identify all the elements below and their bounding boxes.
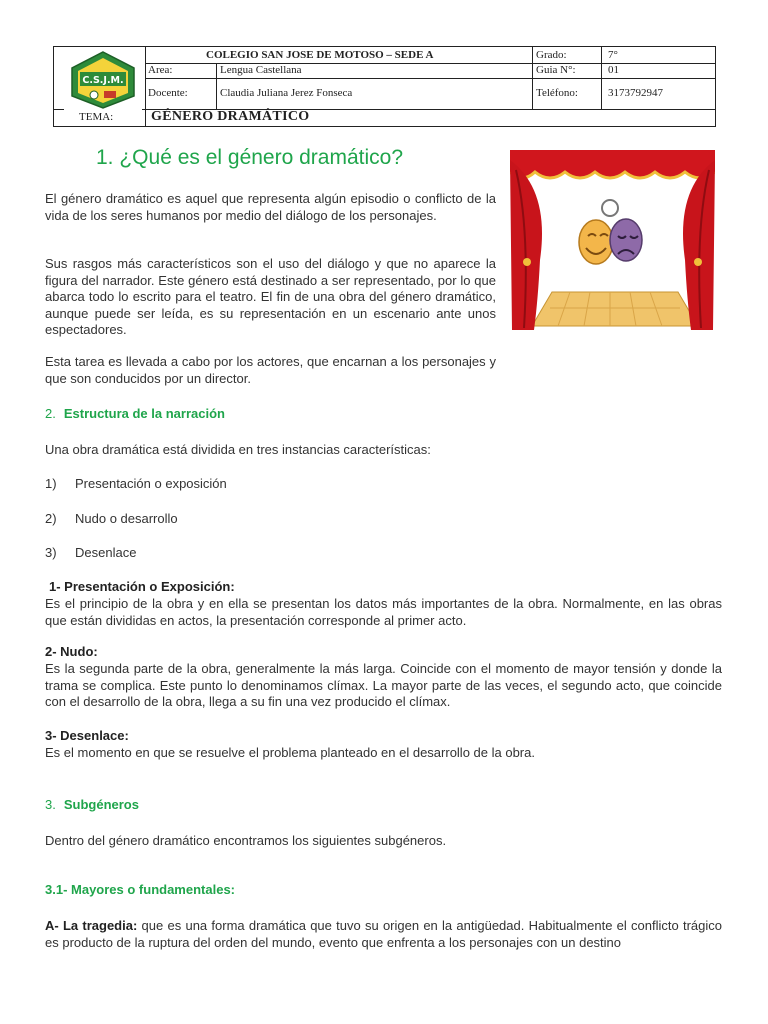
- school-crest-icon: [64, 50, 142, 110]
- section-title-text: Estructura de la narración: [63, 406, 225, 421]
- paragraph: Es el principio de la obra y en ella se presentan los datos más importantes de la obra. Normalmente, en las obras que están divididas en actos, la presentación corresponde al primer acto.: [45, 596, 722, 628]
- list-item: [45, 511, 178, 526]
- paragraph: Esta tarea es llevada a cabo por los actores, que encarnan a los personajes y que son conducidos por un director.: [45, 354, 496, 386]
- grado-value: 7°: [608, 49, 618, 61]
- guia-label: Guia N°:: [536, 64, 576, 76]
- section-2-intro: Una obra dramática está dividida en tres instancias características:: [45, 442, 431, 457]
- tema-value: GÉNERO DRAMÁTICO: [151, 109, 310, 124]
- section-3-title: [45, 797, 139, 812]
- section-number: 2.: [45, 406, 56, 421]
- section-number: 3.: [45, 797, 56, 812]
- nudo-title: 2- Nudo:: [45, 644, 98, 659]
- tema-label: TEMA:: [79, 111, 114, 123]
- area-value: Lengua Castellana: [220, 64, 302, 76]
- list-text: Nudo o desarrollo: [75, 511, 178, 526]
- section-1-title: 1. ¿Qué es el género dramático?: [96, 146, 404, 169]
- paragraph: Es el momento en que se resuelve el problema planteado en el desarrollo de la obra.: [45, 745, 535, 760]
- divider: [216, 63, 217, 109]
- paragraph: [45, 918, 722, 951]
- divider: [145, 78, 715, 79]
- section-title-text: Subgéneros: [63, 797, 139, 812]
- desenlace-title: 3- Desenlace:: [45, 728, 129, 743]
- list-number: 2): [45, 511, 57, 526]
- section-3-intro: Dentro del género dramático encontramos los siguientes subgéneros.: [45, 833, 447, 848]
- section-2-title: [45, 406, 225, 421]
- tragedia-text: que es una forma dramática que tuvo su origen en la antigüedad. Habitualmente el conflicto trágico es producto de la ruptura del orden del mundo, evento que enfrenta a los personajes con un destino: [45, 918, 722, 950]
- list-text: Presentación o exposición: [75, 476, 227, 491]
- theater-stage-masks-icon: [510, 150, 715, 335]
- telefono-value: 3173792947: [608, 87, 663, 99]
- guia-value: 01: [608, 64, 619, 76]
- presentacion-title: 1- Presentación o Exposición:: [49, 579, 235, 594]
- header-table: [53, 46, 716, 127]
- school-name: COLEGIO SAN JOSE DE MOTOSO – SEDE A: [206, 49, 434, 61]
- docente-value: Claudia Juliana Jerez Fonseca: [220, 87, 353, 99]
- paragraph: Es la segunda parte de la obra, generalmente la más larga. Coincide con el momento de mayor tensión y donde la trama se complica. Este punto lo denominamos clímax. La mayor parte de las veces, el segundo acto, que coincide con el desarrollo de la obra, llega a su fin una vez producido el clímax.: [45, 661, 722, 709]
- tragedia-label: A- La tragedia:: [45, 918, 138, 933]
- paragraph: Sus rasgos más característicos son el uso del diálogo y que no aparece la figura del narrador. Este género está destinado a ser representado, por lo que abarca todo lo escrito para el teatro. El fin de una obra del género dramático, aunque puede ser leída, es su representación en un escenario ante unos espectadores.: [45, 256, 496, 337]
- telefono-label: Teléfono:: [536, 87, 578, 99]
- docente-label: Docente:: [148, 87, 188, 99]
- area-label: Area:: [148, 64, 173, 76]
- list-number: 1): [45, 476, 57, 491]
- list-text: Desenlace: [75, 545, 137, 560]
- list-item: [45, 476, 227, 491]
- list-number: 3): [45, 545, 57, 560]
- list-item: [45, 545, 136, 560]
- subsection-title: 3.1- Mayores o fundamentales:: [45, 882, 235, 897]
- paragraph: El género dramático es aquel que representa algún episodio o conflicto de la vida de los seres humanos por medio del diálogo de los personajes.: [45, 191, 496, 223]
- divider: [145, 109, 146, 127]
- grado-label: Grado:: [536, 49, 567, 61]
- svg-text:C.S.J.M.: C.S.J.M.: [82, 75, 124, 86]
